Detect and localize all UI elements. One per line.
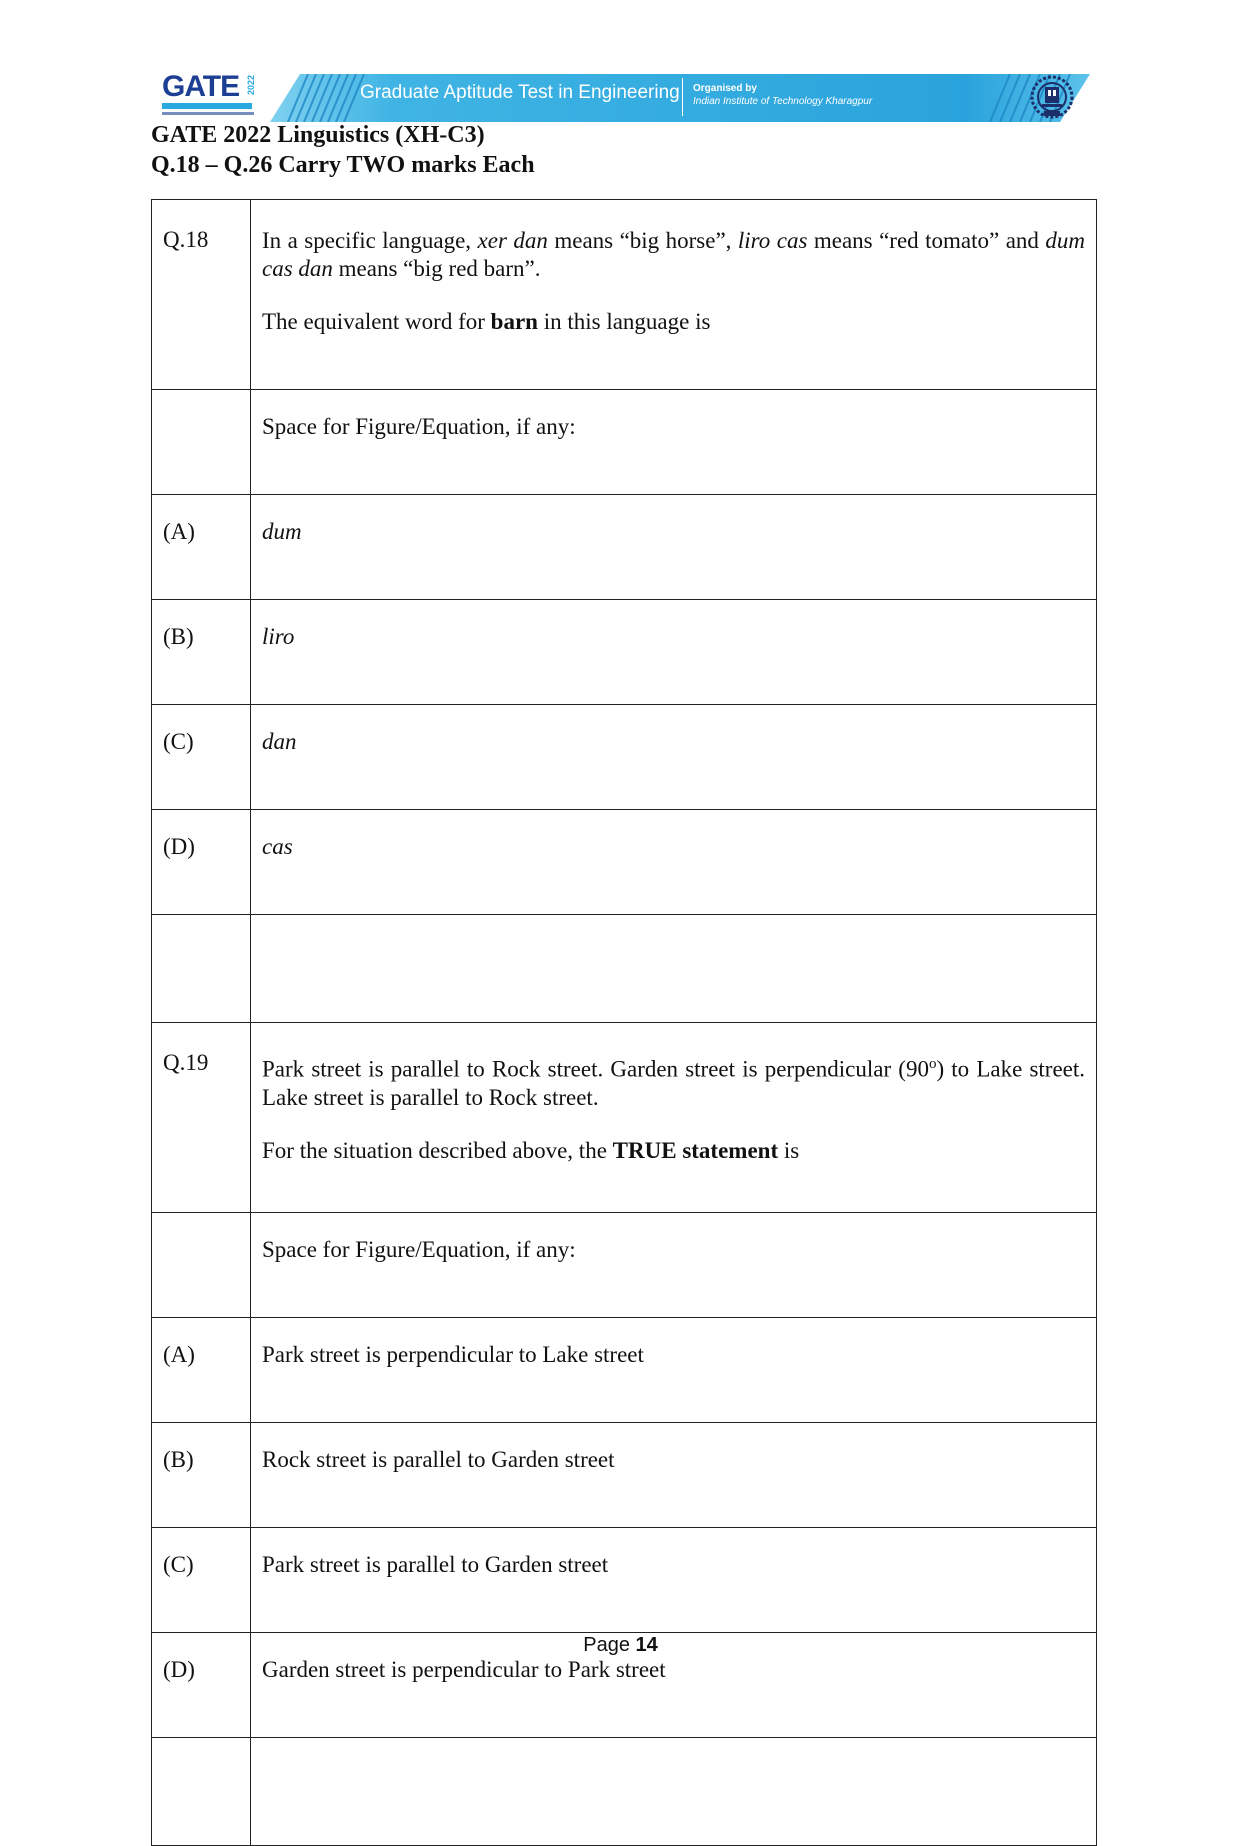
prompt-text: The equivalent word for	[262, 309, 491, 334]
banner-organiser	[693, 82, 872, 108]
paper-title: GATE 2022 Linguistics (XH-C3)	[151, 122, 485, 148]
page-number: 14	[635, 1634, 658, 1656]
stem-italic-term: xer dan	[477, 228, 548, 253]
option-label: (B)	[152, 600, 251, 705]
option-label: (D)	[152, 1633, 251, 1738]
option-text: dan	[262, 729, 297, 754]
stem-italic-term: dum cas dan	[262, 228, 1085, 281]
question-prompt	[262, 308, 1085, 336]
question-stem	[251, 1023, 1097, 1213]
option-label: (C)	[152, 705, 251, 810]
figure-space-label: Space for Figure/Equation, if any:	[251, 390, 1097, 495]
option-label: (C)	[152, 1528, 251, 1633]
question-table	[151, 199, 1097, 1846]
question-text	[262, 1050, 1085, 1112]
option-text: cas	[262, 834, 293, 859]
option-text: Park street is parallel to Garden street	[251, 1528, 1097, 1633]
prompt-bold: TRUE statement	[612, 1137, 779, 1163]
organised-by-label: Organised by	[693, 83, 757, 94]
option-row[interactable]	[152, 600, 1097, 705]
stem-text: In a specific language,	[262, 228, 478, 253]
option-row[interactable]	[152, 1423, 1097, 1528]
organiser-name: Indian Institute of Technology Kharagpur	[693, 96, 873, 107]
question-row	[152, 200, 1097, 390]
gate-logo-text: GATE	[162, 70, 240, 103]
option-label: (A)	[152, 495, 251, 600]
option-text: dum	[262, 519, 302, 544]
option-row[interactable]	[152, 810, 1097, 915]
stem-text: means “red tomato” and	[807, 228, 1046, 253]
stem-text: means “big horse”,	[547, 228, 738, 253]
option-label: (A)	[152, 1318, 251, 1423]
banner-divider	[682, 78, 683, 116]
page-footer	[0, 1634, 1241, 1657]
gate-logo-tagline	[162, 112, 254, 115]
option-label: (D)	[152, 810, 251, 915]
question-number: Q.18	[152, 200, 251, 390]
question-prompt	[262, 1137, 1085, 1165]
question-number: Q.19	[152, 1023, 251, 1213]
section-title: Q.18 – Q.26 Carry TWO marks Each	[151, 152, 535, 178]
gate-logo-year: 2022	[246, 75, 256, 96]
banner-title: Graduate Aptitude Test in Engineering	[360, 82, 680, 103]
gate-logo	[162, 72, 254, 120]
option-text: Park street is perpendicular to Lake street	[251, 1318, 1097, 1423]
gate-logo-bar	[162, 103, 252, 109]
option-text: Garden street is perpendicular to Park street	[251, 1633, 1097, 1738]
prompt-text: is	[778, 1137, 800, 1163]
stem-text: Park street is parallel to Rock street. Garden street is perpendicular (90	[262, 1056, 929, 1082]
blank-row	[152, 1738, 1097, 1846]
prompt-text: in this language is	[537, 309, 711, 334]
option-row[interactable]	[152, 1318, 1097, 1423]
option-row[interactable]	[152, 495, 1097, 600]
figure-space-row	[152, 1213, 1097, 1318]
blank-row	[152, 915, 1097, 1023]
option-text: Rock street is parallel to Garden street	[251, 1423, 1097, 1528]
stem-text: ) to Lake street. Lake street is parallel to Rock street.	[262, 1056, 1086, 1110]
option-text: liro	[262, 624, 295, 649]
stem-text: means “big red barn”.	[332, 256, 541, 281]
prompt-bold: barn	[490, 309, 538, 334]
option-row[interactable]	[152, 1528, 1097, 1633]
header-banner	[150, 70, 1100, 126]
question-stem	[251, 200, 1097, 390]
iit-kharagpur-emblem-icon	[1030, 75, 1074, 121]
figure-space-label: Space for Figure/Equation, if any:	[251, 1213, 1097, 1318]
page-label: Page	[583, 1634, 636, 1656]
option-row[interactable]	[152, 705, 1097, 810]
question-row	[152, 1023, 1097, 1213]
figure-space-row	[152, 390, 1097, 495]
question-text	[262, 227, 1085, 283]
stem-italic-term: liro cas	[737, 228, 808, 253]
option-label: (B)	[152, 1423, 251, 1528]
prompt-text: For the situation described above, the	[262, 1137, 613, 1163]
page-title	[151, 120, 535, 180]
stem-superscript: o	[928, 1056, 937, 1072]
